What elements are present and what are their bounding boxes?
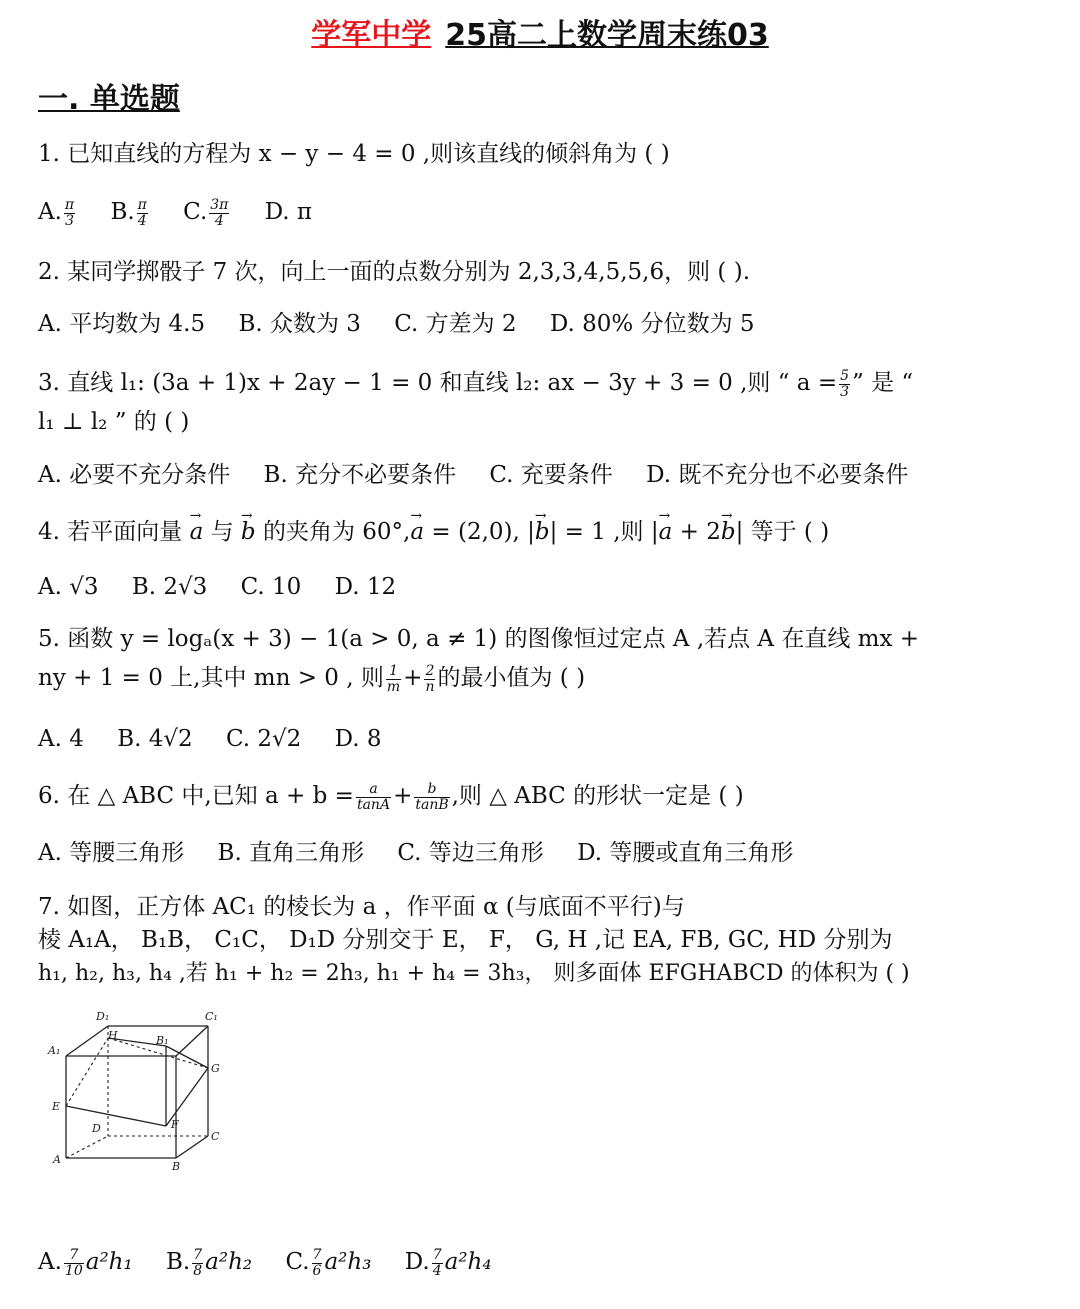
q6-options: [38, 837, 819, 869]
q3-stem-line2: l₁ ⊥ l₂ ” 的 ( ): [38, 409, 190, 435]
q2-option-a: A. 平均数为 4.5: [38, 311, 206, 337]
q4-options: [38, 571, 422, 603]
q5-stem-line2: ny + 1 = 0 上,其中 mn > 0 , 则 $\frac{1}{m}$ + $\frac{2}{n}$ 的最小值为 ( ): [38, 662, 586, 695]
q7-option-b: B. $\frac{7}{8}$ a²h₂: [166, 1246, 253, 1279]
q5-option-d: D. 8: [334, 726, 382, 752]
q3-option-d: D. 既不充分也不必要条件: [646, 462, 909, 488]
worksheet-title: 25高二上数学周末练03: [445, 18, 769, 53]
q4-option-d: D. 12: [334, 574, 397, 600]
q5-option-a: A. 4: [38, 726, 84, 752]
section-heading: 一. 单选题: [38, 82, 180, 117]
label-f: F: [171, 1118, 179, 1131]
q5-stem-line1: 5. 函数 y = logₐ(x + 3) − 1(a > 0, a ≠ 1) 的图像恒过定点 A ,若点 A 在直线 mx +: [38, 626, 920, 652]
label-a: A: [53, 1153, 61, 1166]
q3-option-c: C. 充要条件: [489, 462, 613, 488]
q1-option-c: C. $\frac{3\pi}{4}$: [183, 196, 229, 229]
q3-option-a: A. 必要不充分条件: [38, 462, 231, 488]
label-c1: C₁: [205, 1010, 218, 1023]
q1-option-b: B. $\frac{\pi}{4}$: [110, 196, 147, 229]
q7-stem-line2: 棱 A₁A， B₁B， C₁C， D₁D 分别交于 E， F， G, H ,记 EA, FB, GC, HD 分别为: [38, 927, 893, 953]
q4-option-b: B. 2√3: [131, 574, 208, 600]
q4-option-a: A. √3: [38, 574, 99, 600]
q7-option-d: D. $\frac{7}{4}$ a²h₄: [404, 1246, 492, 1279]
q2-option-d: D. 80% 分位数为 5: [549, 311, 755, 337]
edge-ad-hidden: [66, 1136, 108, 1158]
q6-option-c: C. 等边三角形: [397, 840, 544, 866]
q6-option-b: B. 直角三角形: [217, 840, 365, 866]
q5-option-b: B. 4√2: [117, 726, 193, 752]
label-c: C: [211, 1130, 220, 1143]
edge-ef: [66, 1106, 166, 1126]
q7-option-c: C. $\frac{7}{6}$ a²h₃: [285, 1246, 372, 1279]
edge-b1c1: [176, 1026, 208, 1056]
label-b: B: [172, 1160, 181, 1173]
q6-option-d: D. 等腰或直角三角形: [577, 840, 794, 866]
label-e: E: [52, 1100, 61, 1113]
q5-options: [38, 723, 407, 755]
q7-stem-line1: 7. 如图，正方体 AC₁ 的棱长为 a ，作平面 α (与底面不平行)与: [38, 894, 685, 920]
school-name: 学军中学: [311, 18, 432, 53]
q7-option-a: A. $\frac{7}{10}$ a²h₁: [38, 1246, 133, 1279]
q6-stem: 6. 在 △ ABC 中,已知 a + b = $\frac{a}{\tan A}$ + $\frac{b}{\tan B}$ ,则 △ ABC 的形状一定是 ( ): [38, 780, 744, 813]
q2-option-b: B. 众数为 3: [238, 311, 361, 337]
edge-bc: [176, 1136, 208, 1158]
q3-option-b: B. 充分不必要条件: [263, 462, 457, 488]
q7-options: [38, 1246, 518, 1279]
q3-options: [38, 459, 934, 491]
q1-options: [38, 196, 338, 229]
label-d1: D₁: [96, 1010, 110, 1023]
cube-figure: [38, 1008, 238, 1173]
label-d: D: [92, 1122, 101, 1135]
q7-stem-line3: h₁, h₂, h₃, h₄ ,若 h₁ + h₂ = 2h₃, h₁ + h₄ = 3h₃， 则多面体 EFGHABCD 的体积为 ( ): [38, 961, 910, 986]
page-title: [0, 10, 1080, 54]
label-h: H: [108, 1029, 118, 1042]
q2-stem: 2. 某同学掷骰子 7 次，向上一面的点数分别为 2,3,3,4,5,5,6，则 ( ).: [38, 259, 751, 285]
q6-option-a: A. 等腰三角形: [38, 840, 185, 866]
label-a1: A₁: [48, 1044, 61, 1057]
q1-option-d: D. π: [264, 199, 313, 225]
edge-a1d1: [66, 1026, 108, 1056]
q1-option-a: A. $\frac{\pi}{3}$: [38, 196, 75, 229]
q4-option-c: C. 10: [240, 574, 302, 600]
edge-eh-hidden: [66, 1038, 108, 1106]
q1-stem: 1. 已知直线的方程为 x − y − 4 = 0 ,则该直线的倾斜角为 ( ): [38, 141, 670, 167]
q3-stem-line1: 3. 直线 l₁: (3a + 1)x + 2ay − 1 = 0 和直线 l₂: ax − 3y + 3 = 0 ,则 “ a = $\frac{5}{3}$ ” 是 “: [38, 367, 914, 400]
label-b1: B₁: [156, 1034, 169, 1047]
q5-option-c: C. 2√2: [225, 726, 302, 752]
q4-stem: 4. 若平面向量 → a 与 → b 的夹角为 60°,→ a = (2,0), |→ b| = 1 ,则 |→ a + 2→ b| 等于 ( ): [38, 516, 829, 548]
q2-option-c: C. 方差为 2: [394, 311, 517, 337]
label-g: G: [211, 1062, 220, 1075]
q2-options: [38, 308, 781, 340]
